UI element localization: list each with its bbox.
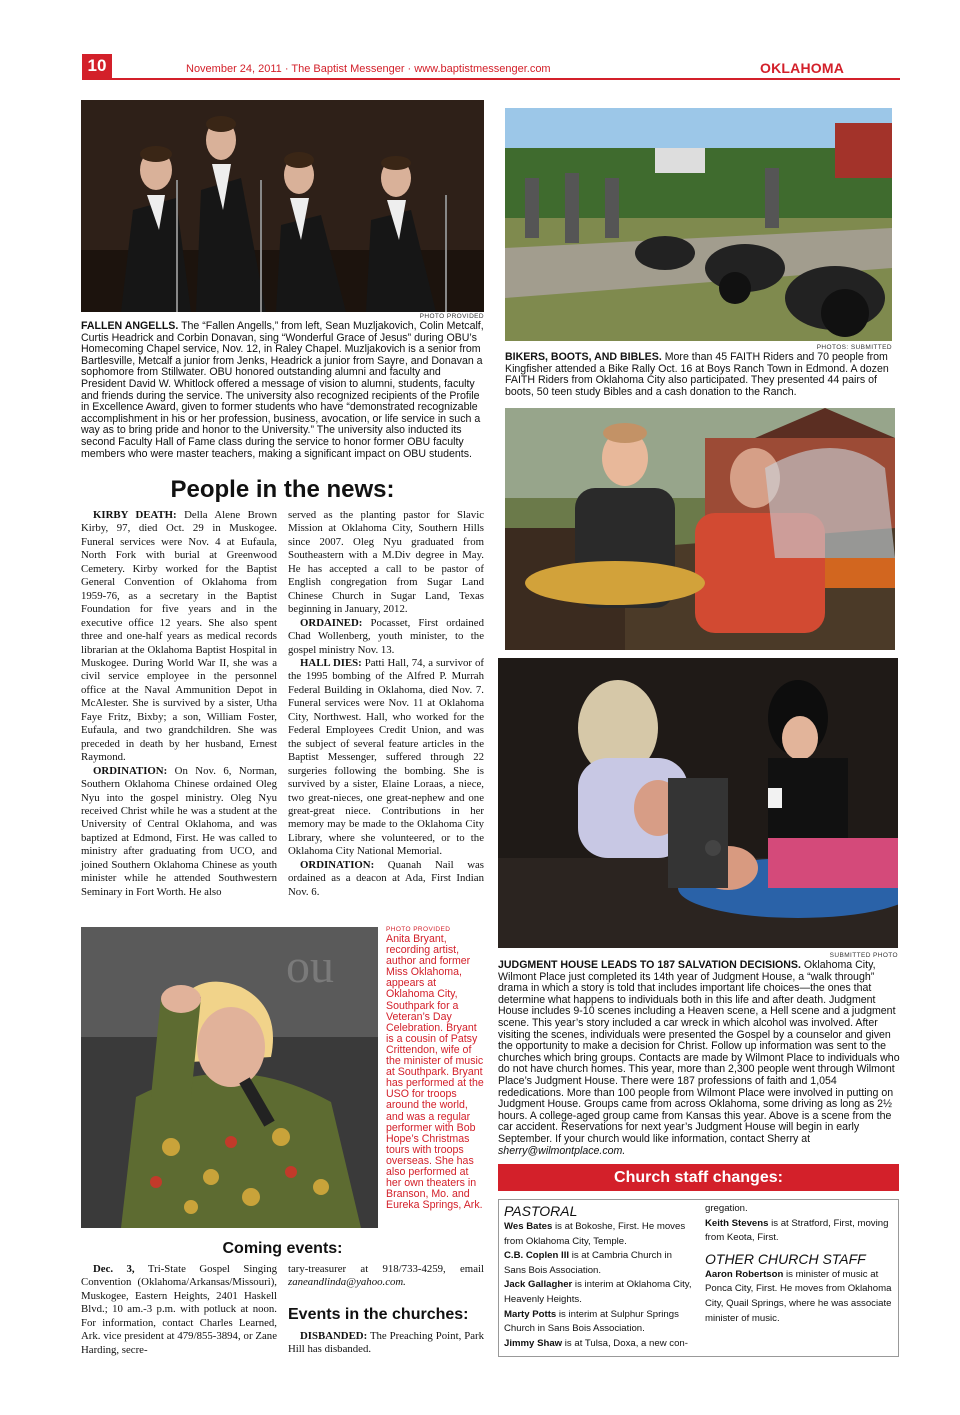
item-text: tary-treasurer at 918/733-4259, email	[288, 1263, 484, 1275]
bikers-photo	[505, 108, 892, 341]
coming-events-col1	[81, 1263, 277, 1357]
fallen-angells-caption-text: The “Fallen Angells,” from left, Sean Muzljakovich, Colin Metcalf, Curtis Headrick and Corbin Donavan, sing “Wonderful Grace of Jesus” during OBU’s Homecoming Chapel service, Nov. 12, in Raley Chapel. Muzljakovich is a senior from Bartlesville, Metcalf a junior from Jenks, Headrick a junior from Sayre, and Donavan a sophomore from Stillwater. OBU honored outstanding alumni and faculty and President David W. Whitlock offered a message of vision to alumni, students, faculty and friends during the service. The university also recognized recipients of the Profile in Excellence Award, given to former students who have “demonstrated recognizable accomplishment in his or her profession, business, avocation, or life service in such a way as to bring pride and honor to the University.” The university also inducted its second Faculty Hall of Fame class during the service to honor former OBU faculty members who were master teachers, making a significant impact on OBU students.	[81, 320, 484, 460]
ordained-item	[288, 617, 484, 657]
item-lead: ORDINATION:	[93, 764, 168, 777]
staff-name: C.B. Coplen III	[504, 1250, 570, 1262]
staff-text: is at Bokoshe, First. He moves from Oklahoma City, Temple.	[504, 1221, 686, 1247]
staff-text: is at Stratford, First, moving from Keota, First.	[705, 1217, 889, 1244]
staff-text: is interim at Oklahoma City, Heavenly Heights.	[504, 1279, 692, 1305]
staff-item	[705, 1268, 895, 1326]
anita-bryant-photo-art	[81, 927, 378, 1228]
staff-text: is at Cambria Church in Sans Bois Association.	[504, 1250, 672, 1276]
item-text: Della Alene Brown Kirby, 97, died Oct. 29 in Muskogee. Funeral services were Nov. 4 at Eufaula, North Fork with burial at Greenwood Cemetery. Kirby worked for the Baptist General Convention of Oklahoma from 1959-76, as a secretary in the Baptist Foundation for five years and in the executive office 12 years. She also spent three and one-half years as medical records librarian at the Oklahoma Baptist Hospital in Muskogee. During World War II, she was a civil service employee in the personnel office at the Naval Ammunition Depot in McAlester. She is survived by a sister, Utha Faye Fritz, Bixby; a son, William Foster, Eufaula, and two grandchildren. She was preceded in death by her husband, Ernest Raymond.	[81, 509, 277, 764]
kirby-death-item	[81, 509, 277, 765]
staff-col1	[504, 1202, 694, 1351]
hall-dies-item	[288, 657, 484, 859]
staff-name: Keith Stevens	[705, 1217, 769, 1229]
item-text: Tri-State Gospel Singing Convention (Oklahoma/Arkansas/Missouri), Muskogee, Eastern Heights, 2401 Haskell Blvd.; 10 am.-3 p.m. with potluck at noon. For information, contact Charles Learned, Ark. vice president at 479/855-3894, or Zane Harding, secre-	[81, 1263, 277, 1356]
judgment-house-email: sherry@wilmontplace.com.	[498, 1144, 626, 1157]
judgment-house-caption-text: Oklahoma City, Wilmont Place just completed its 14th year of Judgment House, a “walk through” drama in which a story is told that includes important life choices—the ones that determine what happens to individuals both in this life and after death. Judgment House includes 9-10 scenes including a Heaven scene, a Hell scene and a judgment scene. This year’s story included a car wreck in which alcohol was involved. After visiting the scenes, individuals were presented the Gospel by a counselor and given the opportunity to make a decision for Christ. Follow up information was sent to the churches which bring groups. Contacts are made by Wilmont Place to individuals who do not have church homes. This year, more than 2,300 people went through Wilmont Place’s Judgment House. There were 187 professions of faith and 1,054 rededications. More than 100 people from Wilmont Place were involved in putting on Judgment House. Groups came from across Oklahoma, some driving as long as 2½ hours. A college-aged group came from Kansas this year. Above is a scene from the car accident. Reservations for next year’s Judgment House will begin in early September. If your church would like information, contact Sherry at	[498, 959, 900, 1145]
page-number: 10	[82, 54, 112, 78]
staff-name: Jack Gallagher	[504, 1279, 573, 1291]
contact-email: zaneandlinda@yahoo.com.	[288, 1276, 406, 1289]
header-rule	[82, 78, 900, 80]
people-news-col2	[288, 509, 484, 899]
item-text: Patti Hall, 74, a survivor of the 1995 bombing of the Alfred P. Murrah Federal Building in Oklahoma, died Nov. 7. Funeral services were Nov. 11 at Oklahoma City, Northwest. Hall, who worked for the Federal Employees Credit Union, and was the subject of several feature articles in the Baptist Messenger, suffered through 22 surgeries following the bombing. She is survived by a sister, Elaine Loraas, a niece, two great-nieces, one great-nephew and one great-great niece. Contributions in her memory may be made to the Oklahoma City Library, where she volunteered, or to the Oklahoma City National Memorial.	[288, 656, 484, 858]
judgment-house-credit: SUBMITTED PHOTO	[829, 952, 898, 959]
staff-name: Jimmy Shaw	[504, 1337, 563, 1349]
coming-event-cont	[288, 1263, 484, 1290]
item-lead: Dec. 3,	[93, 1263, 135, 1275]
other-staff-heading: OTHER CHURCH STAFF	[705, 1250, 866, 1267]
staff-item	[504, 1308, 694, 1337]
staff-text: is interim at Sulphur Springs Church in Sans Bois Association.	[504, 1308, 679, 1335]
fallen-angells-caption	[81, 321, 484, 460]
disbanded-item	[288, 1330, 484, 1357]
pastoral-heading: PASTORAL	[504, 1203, 578, 1219]
bikers-photo-art	[505, 108, 892, 341]
bike-riders-photo-art	[505, 408, 895, 650]
staff-name: Wes Bates	[504, 1221, 553, 1232]
bikers-credit: PHOTOS: SUBMITTED	[816, 344, 892, 351]
coming-event-item	[81, 1263, 277, 1357]
staff-item	[504, 1249, 694, 1278]
staff-text: is minister of music at Ponca City, First. He moves from Oklahoma City, Quail Springs, where he was associate minister of music.	[705, 1268, 892, 1324]
judgment-house-caption	[498, 960, 900, 1157]
staff-text: is at Tulsa, Doxa, a new con-	[562, 1337, 688, 1349]
section-tag: OKLAHOMA	[760, 60, 845, 76]
judgment-house-photo	[498, 658, 898, 948]
staff-item	[504, 1278, 694, 1307]
coming-events-col2	[288, 1263, 484, 1290]
staff-changes-heading: Church staff changes:	[498, 1164, 899, 1191]
staff-name: Aaron Robertson	[705, 1268, 784, 1280]
staff-item	[504, 1220, 694, 1249]
backdrop-lettering: ou	[286, 940, 334, 993]
coming-events-heading: Coming events:	[222, 1240, 343, 1257]
header-info: November 24, 2011 · The Baptist Messenger · www.baptistmessenger.com	[186, 63, 551, 75]
staff-item	[705, 1217, 895, 1246]
item-text: Quanah Nail was ordained as a deacon at Ada, First Indian Nov. 6.	[288, 858, 484, 898]
anita-bryant-photo	[81, 927, 378, 1228]
fallen-angells-caption-title: FALLEN ANGELLS.	[81, 320, 179, 332]
item-lead: DISBANDED:	[300, 1330, 368, 1342]
bikers-caption	[505, 352, 893, 398]
item-text: served as the planting pastor for Slavic Mission at Oklahoma City, Southern Hills since 2007. Oleg Nyu graduated from Southeastern with a M.Div degree in May. He has accepted a call to be pastor of English congregation from Sugar Land Chinese Church in Sugar Land, Texas beginning in January, 2012.	[288, 509, 484, 616]
fallen-angells-photo	[81, 100, 484, 312]
ordination-cont-item	[288, 509, 484, 617]
bikers-caption-title: BIKERS, BOOTS, AND BIBLES.	[505, 351, 662, 363]
item-text: On Nov. 6, Norman, Southern Oklahoma Chinese ordained Oleg Nyu into the gospel ministry. Oleg Nyu received Christ while he was a student at the University of Central Oklahoma, and was baptized at Edmond, First. He was called to ministry after graduating from UCO, and joined Southern Oklahoma Chinese as youth minister while he attended Southwestern Seminary in Fort Worth. He also	[81, 764, 277, 898]
staff-name: Marty Potts	[504, 1308, 557, 1320]
people-news-heading: People in the news:	[170, 476, 395, 503]
anita-bryant-caption: Anita Bryant, recording artist, author and former Miss Oklahoma, appears at Oklahoma City, Southpark for a Veteran’s Day Celebration. Bryant is a cousin of Patsy Crittendon, wife of the minister of music at Southpark. Bryant has performed at the USO for troops around the world, and was a regular performer with Bob Hope’s Christmas tours with troops overseas. She has also performed at her own theaters in Branson, Mo. and Eureka Springs, Ark.	[386, 933, 484, 1212]
item-lead: ORDAINED:	[300, 616, 363, 629]
judgment-house-photo-art	[498, 658, 898, 948]
judgment-house-caption-title: JUDGMENT HOUSE LEADS TO 187 SALVATION DECISIONS.	[498, 959, 801, 971]
anita-bryant-credit: PHOTO PROVIDED	[386, 926, 451, 933]
events-churches-body	[288, 1330, 484, 1357]
item-lead: ORDINATION:	[300, 858, 375, 871]
item-text: Pocasset, First ordained Chad Wollenberg, youth minister, to the gospel ministry Nov. 13.	[288, 616, 484, 656]
fallen-angells-credit: PHOTO PROVIDED	[419, 313, 484, 320]
staff-item-cont: gregation.	[705, 1203, 748, 1214]
ordination-nail-item	[288, 859, 484, 899]
item-lead: HALL DIES:	[300, 656, 362, 669]
staff-changes-box	[498, 1199, 899, 1357]
staff-col2	[705, 1202, 895, 1326]
item-text: The Preaching Point, Park Hill has disbanded.	[288, 1330, 484, 1356]
bike-riders-photo	[505, 408, 895, 650]
staff-item	[504, 1337, 694, 1352]
events-churches-heading: Events in the churches:	[288, 1306, 469, 1323]
fallen-angells-photo-art	[81, 100, 484, 312]
people-news-col1	[81, 509, 277, 899]
bikers-caption-text: More than 45 FAITH Riders and 70 people from Kingfisher attended a Bike Rally Oct. 16 at Boys Ranch Town in Edmond. A dozen FAITH Riders from Oklahoma City also participated. They presented 44 pairs of boots, 50 teen study Bibles and a cash donation to the Ranch.	[505, 351, 889, 398]
item-lead: KIRBY DEATH:	[93, 509, 177, 521]
ordination-item	[81, 765, 277, 900]
